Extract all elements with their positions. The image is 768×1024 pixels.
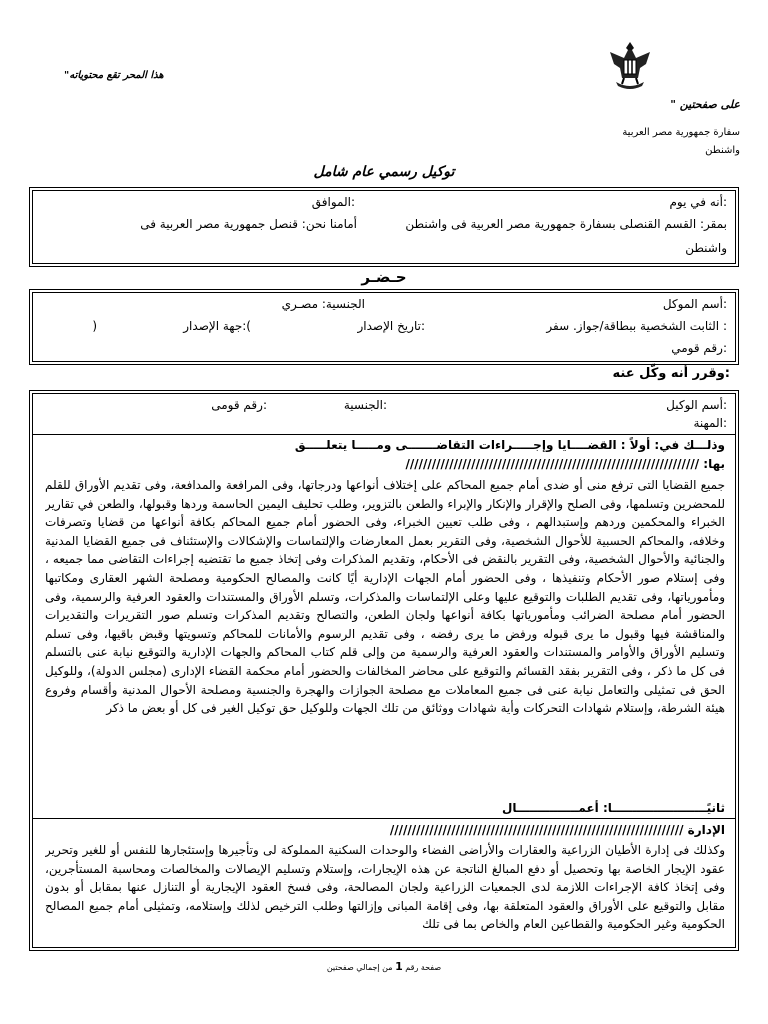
principal-national-id-label: رقم قومي: — [671, 341, 727, 355]
section-2-divider — [33, 818, 735, 819]
agent-nationality-label: الجنسية: — [343, 398, 387, 412]
section-2-heading: ثانيًـــــــــــــــــــــــا: أعمـــــــــــــــال — [501, 801, 725, 815]
section-2-body: وكذلك فى إدارة الأطيان الزراعية والعقارات والأراضى الفضاء والوحدات السكنية المملوكة لى وتأجيرها وإستئجارها للنفس أو للغير وتحرير عقود الإيجار الخاصة بها وتحصيل أو دفع المبالغ الناتجة عن هذه الإيجارات، وإستلام وتسليم الإيصالات والمخالصات ومحاسبة المستأجرين، وفى إتخاذ كافة الإجراءات اللازمة لدى الجمعيات الزراعية ولجان المصالحة، وفى فسخ العقود الإيجارية أو التنازل عنها بمقابل أو بدون مقابل والتوقيع على الأوراق والعقود المتعلقة بها، وفى إقامة المبانى وإزالتها وطلب الترخيص لذلك وإستلامه، وتمثيلى أمام جميع المصالح الحكومية وغير الحكومية والقطاعين العام والخاص بما فى تلك — [45, 843, 725, 932]
top-left-note: "هذا المحر تقع محتوياته — [64, 70, 164, 81]
day-label: أنه في يوم: — [669, 195, 727, 209]
before-us-label: أمامنا نحن: قنصل جمهورية مصر العربية فى — [140, 217, 357, 231]
principal-nationality-label: الجنسية: مصـري — [281, 297, 365, 311]
agent-national-id-label: رقم قومى: — [211, 398, 267, 412]
footer-prefix: صفحة رقم — [405, 963, 442, 972]
egypt-eagle-emblem-icon — [606, 38, 654, 94]
embassy-line-2: واشنطن — [705, 145, 740, 156]
section-1-heading: وذلـــك في: أولاً : القضــــايا وإجـــــراءات التقاضـــــــى ومـــــا يتعلـــــق — [294, 438, 725, 452]
embassy-line-1: سفارة جمهورية مصر العربية — [622, 127, 740, 138]
section-2-lines: الإدارة /////////////////////////////////////////////////////////////////// — [389, 823, 725, 837]
agent-name-label: أسم الوكيل: — [666, 398, 727, 412]
issuer-label: جهة الإصدار:( — [183, 319, 251, 333]
before-us-continued: واشنطن — [685, 241, 727, 255]
attended-heading: حـضـر — [361, 268, 407, 286]
section-1-lines: بها: /////////////////////////////////////////////////////////////////// — [405, 457, 725, 471]
delegation-declaration: وقرر أنه وكّل عنه: — [612, 366, 730, 381]
section-1-body: جميع القضايا التى ترفع منى أو ضدى أمام جميع المحاكم على إختلاف أنواعها ودرجاتها، وفى المرافعة والمدافعة، وفى تقديم الأوراق للقلم للمحضرين وتسلمها، وفى الصلح والإقرار والإنكار والإبراء والطعن بالتزوير، وطلب تحليف اليمين الحاسمة وردها وقبولها، والطعن في تقارير الخبراء والمحكمين وردهم وإستبدالهم ، وفى طلب تعيين الخبراء، وفى الحضور أمام جميع المحاكم بكافة أنواعها من قضايا وتصرفات وخلافه، والمحاكم الحسبية للأحوال الشخصية، وفى التقرير بعمل المعارضات والإلتماسات والإشكالات والإستئناف فى جميع القضايا المدنية والجنائية والأحوال الشخصية، وفى التقرير بالنقض فى الأحكام، وتقديم المذكرات وفى إتخاذ جميع ما تقتضيه إجراءات التقاضى مما جميعه ، وفى إستلام صور الأحكام وتنفيذها ، وفى الحضور أمام الجهات الإدارية أيًا كانت والمصالح الحكومية ومصلحة الشهر العقارى ومكاتبها ومأمورياتها، وفى تقديم الطلبات والتوقيع عليها وعلى الإلتماسات والمذكرات، وتسلم الأوراق والمستندات والعقود العرفية والرسمية، وفى الحضور أمام مصلحة الضرائب ومأمورياتها بكافة أنواعها ولجان الطعن، والتصالح وتقديم المذكرات وتسلم صور التقريرات والتقديرات والمناقشة فيها وقبول ما يرى قبوله ورفض ما يرى رفضه ، وفى تقديم الرسوم والأمانات للمحاكم وتسويتها وقبض باقيها، وفى تسلم وتسليم الأوراق والأوامر والمستندات والعقود العرفية والرسمية من وإلى قلم كتاب المحاكم والجهات الإدارية والتوقيع نيابة عنى بالتسلم فى كل ما ذكر ، وفى التقرير بفقد القسائم والتوقيع على محاضر المخالفات والحضور أمام محكمة القضاء الإدارى (مجلس الدولة)، وللوكيل الحق فى تمثيلى والتعامل نيابة عنى فى جميع المعاملات مع مصلحة الجوازات والهجرة والجنسية ومصلحة الأحوال المدنية وأقسام وفروع هيئة الشرطة، وإستلام شهادات التحركات وأية شهادات ووثائق من تلك الجهات وللوكيل حق توكيل الغير فى كل أو بعض ما ذكر — [45, 478, 725, 716]
footer-page-number: 1 — [395, 960, 403, 973]
pages-count-note: على صفحتين " — [670, 98, 740, 111]
issuer-close-paren: ) — [92, 319, 97, 333]
location-label: بمقر: القسم القنصلى بسفارة جمهورية مصر العربية فى واشنطن — [405, 217, 727, 231]
embassy-name — [520, 124, 740, 160]
section-divider — [33, 434, 735, 435]
agent-profession-label: المهنة: — [693, 416, 727, 430]
principal-name-label: أسم الموكل: — [662, 297, 727, 311]
issue-date-label: تاريخ الإصدار: — [357, 319, 425, 333]
document-title: توكيل رسمي عام شامل — [313, 164, 455, 180]
corresponding-date-label: الموافق: — [311, 195, 355, 209]
agent-powers-box — [32, 393, 736, 948]
principal-box — [32, 292, 736, 362]
id-proof-label: الثابت الشخصية ببطاقة/جواز. سفر : — [546, 319, 727, 333]
footer-suffix: من إجمالي صفحتين — [326, 963, 393, 972]
date-location-box — [32, 190, 736, 264]
page-footer — [0, 960, 768, 973]
